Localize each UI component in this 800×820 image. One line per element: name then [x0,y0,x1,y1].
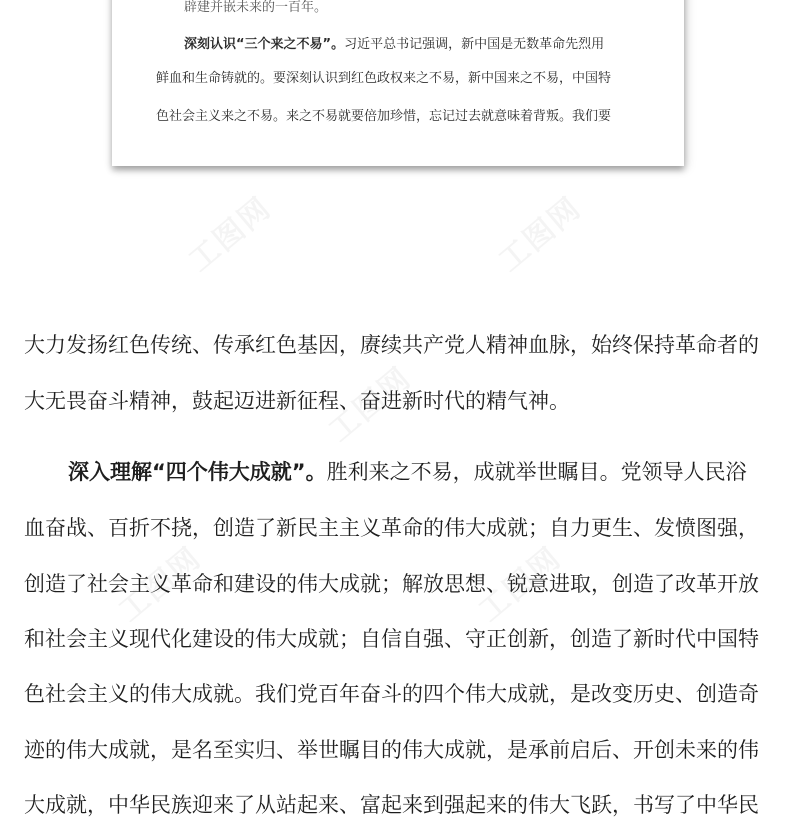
section-heading: 深入理解“四个伟大成就”。 [68,460,327,484]
article-line-text: 胜利来之不易，成就举世瞩目。党领导人民浴 [326,460,747,484]
article-line: 大无畏奋斗精神，鼓起迈进新征程、奋进新时代的精气神。 [24,389,570,413]
article-line-partial: 大成就，中华民族迎来了从站起来、富起来到强起来的伟大飞跃，书写了中华民 [24,793,759,817]
watermark [177,184,279,279]
card-paragraph-line-3: 色社会主义来之不易。来之不易就要倍加珍惜，忘记过去就意味着背叛。我们要 [156,109,612,124]
article-line: 色社会主义的伟大成就。我们党百年奋斗的四个伟大成就，是改变历史、创造奇 [24,682,759,706]
article-line: 血奋战、百折不挠，创造了新民主主义革命的伟大成就；自力更生、发愤图强， [24,516,759,540]
article-line: 创造了社会主义革命和建设的伟大成就；解放思想、锐意进取，创造了改革开放 [24,572,759,596]
card-section-heading: 深刻认识“三个来之不易”。 [184,37,345,52]
card-line-1-text: 习近平总书记强调，新中国是无数革命先烈用 [344,37,605,52]
article-line: 大力发扬红色传统、传承红色基因，赓续共产党人精神血脉，始终保持革命者的 [24,333,759,357]
card-partial-line: 辟建并嵌未来的一百年。 [184,0,328,15]
article-line: 迹的伟大成就，是名至实归、举世瞩目的伟大成就，是承前启后、开创未来的伟 [24,738,759,762]
article-line: 和社会主义现代化建设的伟大成就；自信自强、守正创新，创造了新时代中国特 [24,627,759,651]
article-paragraph-start [68,457,784,487]
watermark [487,184,589,279]
card-paragraph-line-2: 鲜血和生命铸就的。要深刻认识到红色政权来之不易，新中国来之不易，中国特 [156,71,612,86]
card-paragraph-line-1 [112,35,684,55]
document-preview-card [112,0,684,166]
